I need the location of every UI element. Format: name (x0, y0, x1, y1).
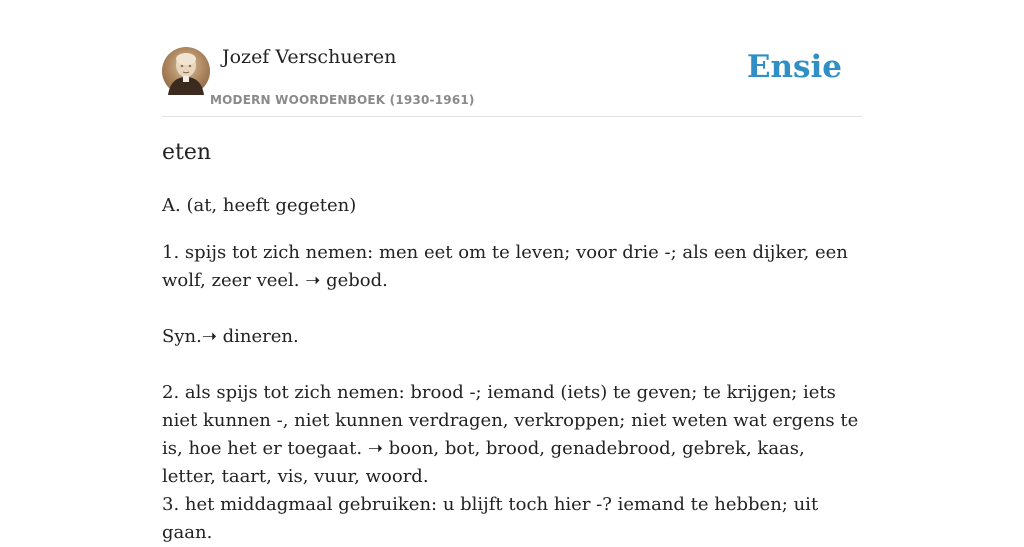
arrow-icon: ➝ (305, 270, 321, 291)
source-label[interactable]: MODERN WOORDENBOEK (1930-1961) (210, 93, 475, 107)
brand-logo[interactable]: Ensie (746, 49, 842, 85)
author-name[interactable]: Jozef Verschueren (222, 46, 397, 68)
sense-1-text: 1. spijs tot zich nemen: men eet om te leven; voor drie -; als een dijker, een wolf, zeer veel. (162, 242, 848, 291)
xref-link[interactable]: dineren. (216, 326, 299, 347)
syn-label: Syn. (162, 326, 202, 347)
xref-link[interactable]: boon, bot, brood, genadebrood, gebrek, kaas, letter, taart, vis, vuur, woord. (162, 438, 805, 487)
arrow-icon: ➝ (367, 438, 383, 459)
synonym-line (162, 323, 862, 351)
sense-3: 3. het middagmaal gebruiken: u blijft toch hier -? iemand te hebben; uit gaan. (162, 494, 819, 543)
portrait-icon (162, 47, 210, 95)
author-avatar[interactable] (162, 47, 210, 95)
header (162, 0, 862, 117)
sense-2-text: 2. als spijs tot zich nemen: brood -; iemand (iets) te geven; te krijgen; iets niet kunnen -, niet kunnen verdragen, verkroppen; niet weten wat ergens te is, hoe het er toegaat. (162, 382, 859, 459)
grammar-note: A. (at, heeft gegeten) (162, 195, 357, 216)
entry-body (162, 192, 862, 547)
sense-1 (162, 239, 862, 295)
arrow-icon: ➝ (201, 326, 217, 347)
xref-link[interactable]: gebod. (326, 270, 388, 291)
sense-2 (162, 379, 862, 491)
page (162, 0, 862, 543)
entry-title: eten (162, 140, 212, 165)
